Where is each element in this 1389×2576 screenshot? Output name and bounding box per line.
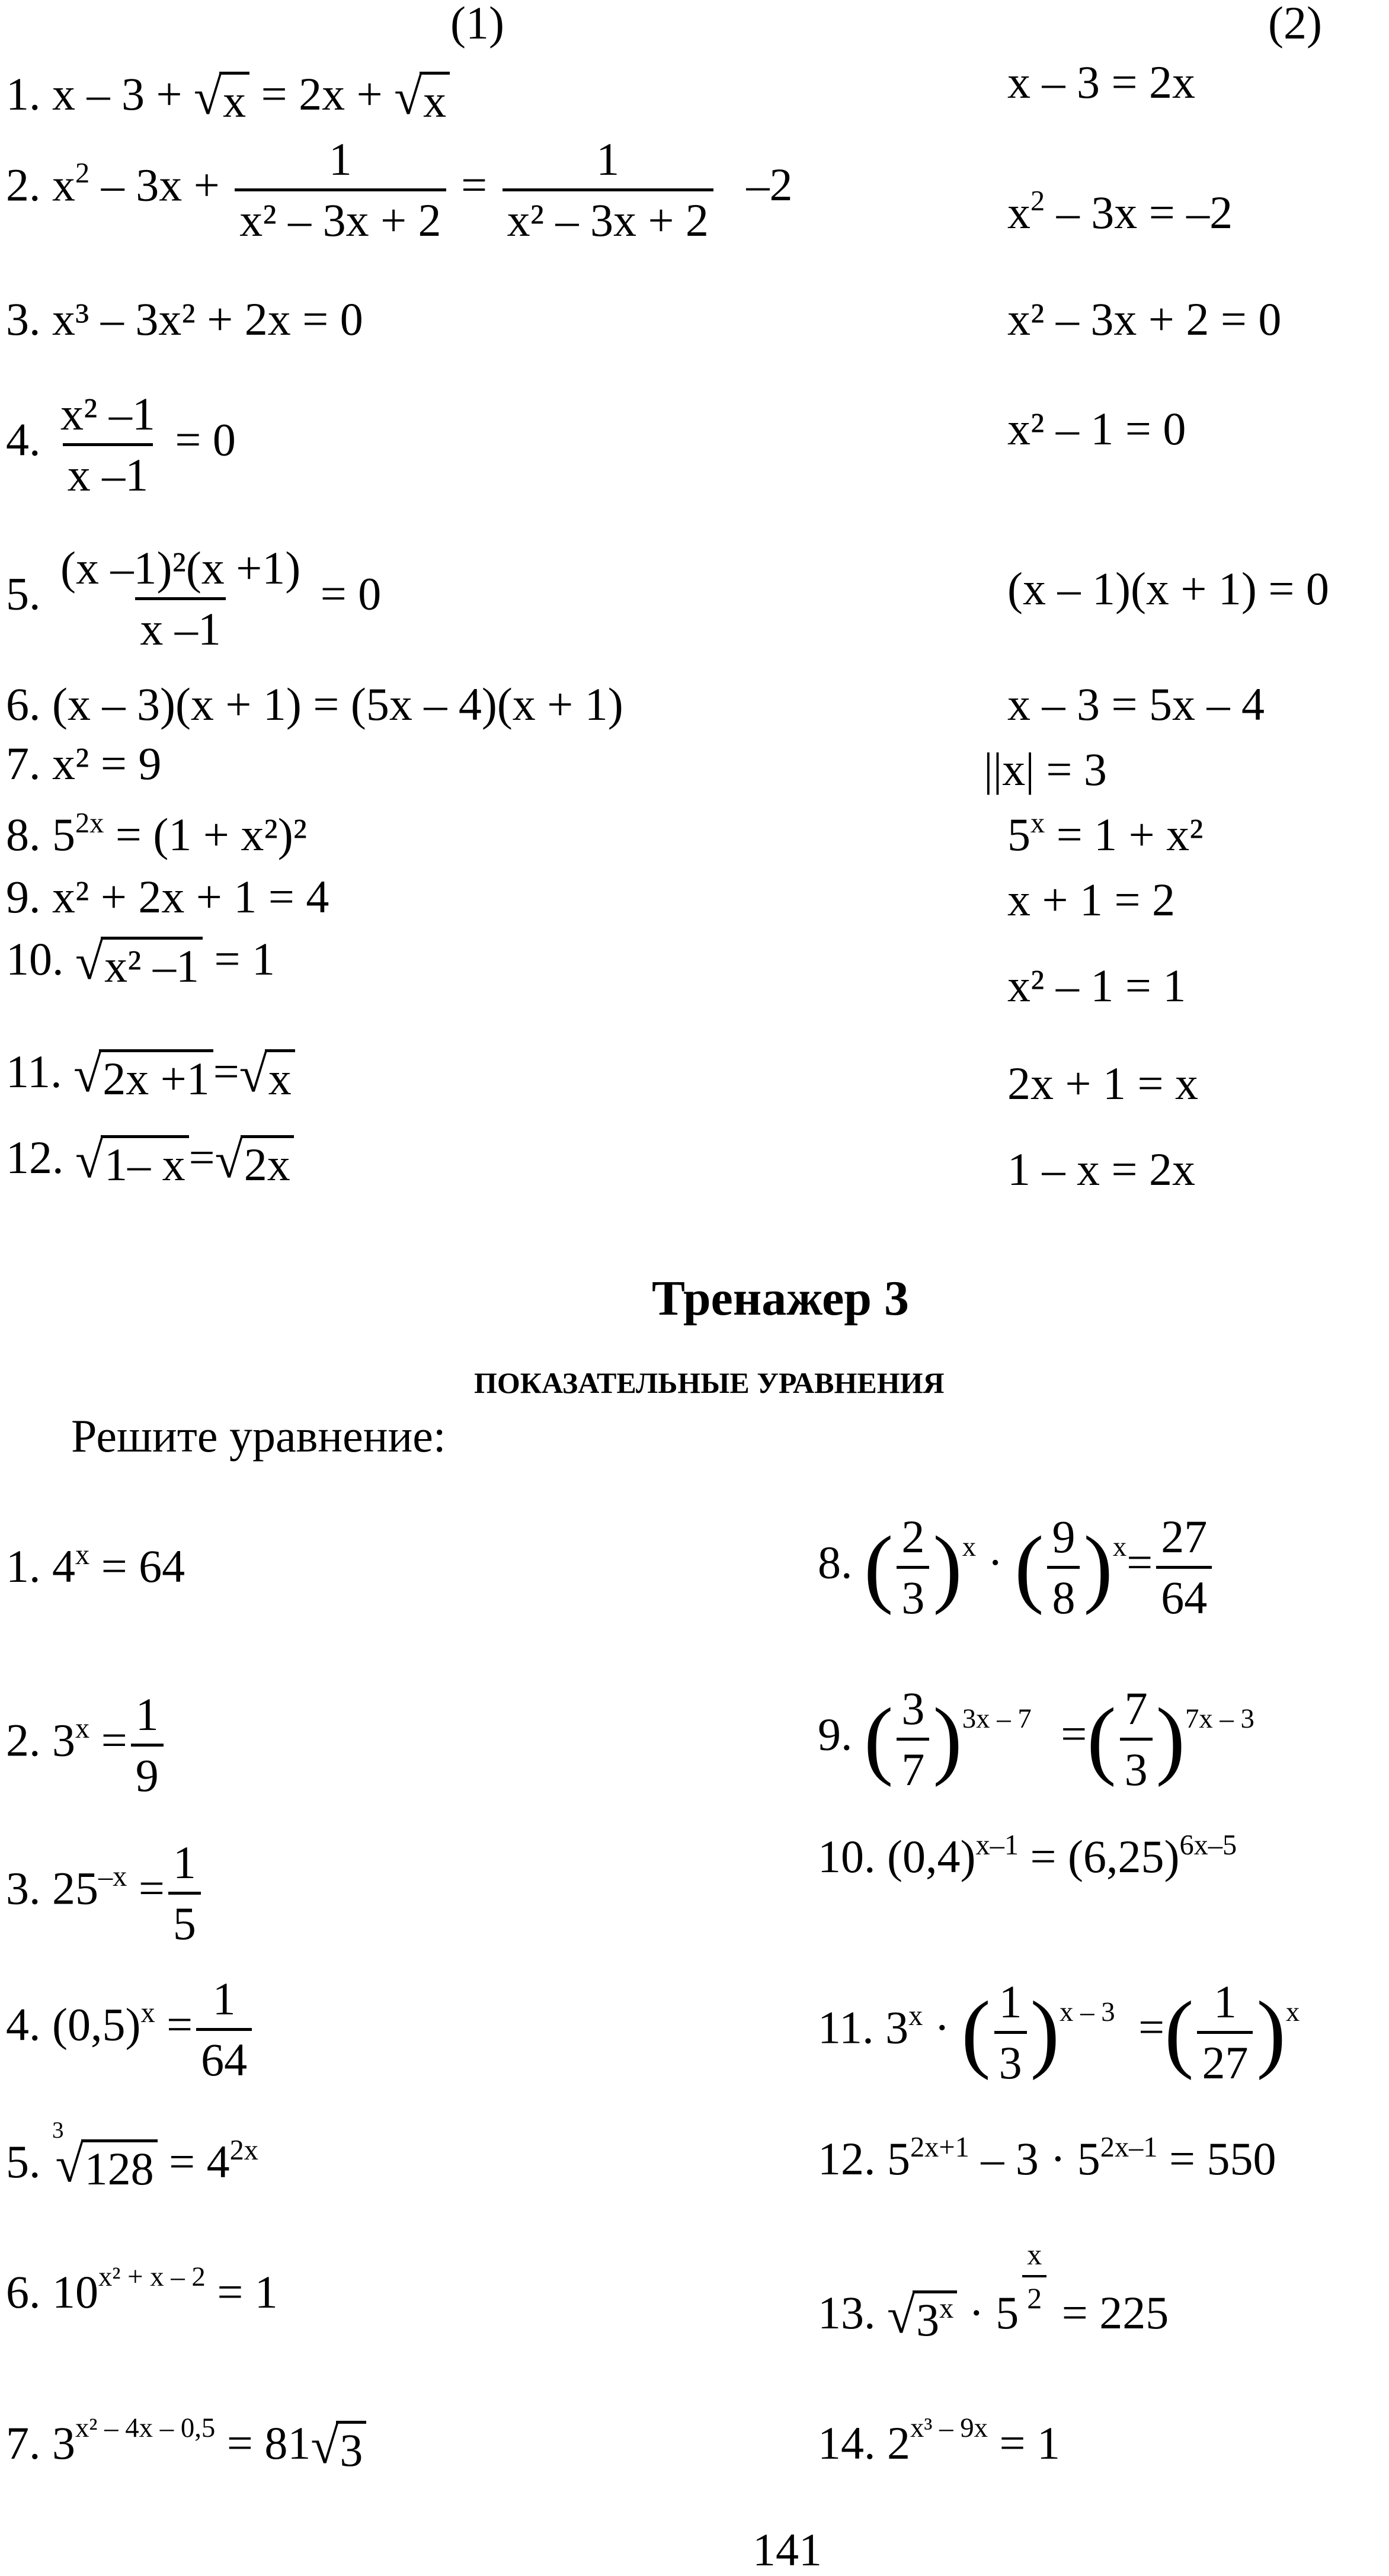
equation-row-2-left xyxy=(6,133,793,246)
equation-row-2-right xyxy=(1007,185,1233,238)
numerator: x² –1 xyxy=(60,388,155,440)
base: 5 xyxy=(887,2133,910,2184)
right-paren: ) xyxy=(1156,1690,1185,1788)
root-index: 3 xyxy=(52,2117,64,2143)
base: 2 xyxy=(887,2417,910,2469)
expr: x – 3 + xyxy=(52,68,183,120)
sqrt: √ 2x +1 xyxy=(73,1049,213,1104)
exponent: x xyxy=(75,1713,90,1745)
radicand: 2x xyxy=(241,1135,294,1190)
row-number: 3. xyxy=(6,293,41,345)
exponent: 2x+1 xyxy=(910,2132,969,2164)
left-paren: ( xyxy=(1014,1518,1044,1616)
expr: – 3 · 5 xyxy=(969,2133,1100,2184)
right-paren: ) xyxy=(1256,1984,1286,2081)
expr: = 2x + xyxy=(261,68,383,120)
numerator: 7 xyxy=(1124,1683,1148,1734)
section-title: Тренажер 3 xyxy=(652,1271,910,1326)
equation-row-11-left xyxy=(6,1046,295,1104)
fraction xyxy=(131,1691,164,1799)
fraction xyxy=(1047,1511,1080,1623)
fraction xyxy=(1156,1511,1212,1623)
numerator: 1 xyxy=(172,1837,196,1888)
page-number: 141 xyxy=(753,2524,822,2575)
row-number: 1. xyxy=(6,68,41,120)
exercise-9 xyxy=(818,1683,1254,1795)
equation-row-3-right: x² – 3x + 2 = 0 xyxy=(1007,293,1282,345)
right-paren: ) xyxy=(1083,1518,1113,1616)
fraction-2 xyxy=(503,133,713,246)
exponent: x – 3 xyxy=(1060,1996,1115,2027)
sqrt: √ x xyxy=(394,72,450,127)
exponent: 2x xyxy=(75,808,104,840)
fraction xyxy=(168,1837,201,1949)
equation-row-5-right: (x – 1)(x + 1) = 0 xyxy=(1007,563,1329,614)
exponent: –x xyxy=(98,1861,127,1893)
row-number: 9. xyxy=(6,871,41,922)
right-paren: ) xyxy=(933,1690,962,1788)
expr: x² = 9 xyxy=(52,738,162,789)
fraction-1 xyxy=(235,133,446,246)
expr: 5 xyxy=(52,809,75,860)
exercise-11 xyxy=(818,1976,1300,2088)
base: (0,4) xyxy=(887,1831,976,1882)
row-number: 6. xyxy=(6,678,41,730)
radicand: x² –1 xyxy=(101,937,203,992)
radicand: 1– x xyxy=(101,1135,189,1190)
equation-row-3-left xyxy=(6,293,363,345)
equation-row-11-right: 2x + 1 = x xyxy=(1007,1058,1198,1109)
equation-row-10-right: x² – 1 = 1 xyxy=(1007,960,1186,1011)
base: 3 xyxy=(916,2293,940,2346)
radicand: 2x +1 xyxy=(99,1049,213,1104)
equals-sign: = xyxy=(1126,1536,1153,1588)
sqrt: √ x xyxy=(239,1049,295,1104)
expr: = 1 xyxy=(214,933,275,985)
dot-operator: · xyxy=(934,2001,950,2053)
equation-row-5-left xyxy=(6,542,382,655)
fraction xyxy=(1120,1683,1153,1795)
exercise-7 xyxy=(6,2412,366,2476)
item-number: 13. xyxy=(818,2286,876,2338)
denominator: 3 xyxy=(994,2031,1027,2086)
left-paren: ( xyxy=(961,1984,991,2081)
numerator: 3 xyxy=(901,1683,925,1734)
exercise-13 xyxy=(818,2238,1169,2354)
row-number: 8. xyxy=(6,809,41,860)
denominator: 2 xyxy=(1022,2275,1046,2313)
exercise-3 xyxy=(6,1837,204,1949)
fraction xyxy=(994,1976,1027,2088)
radicand: x xyxy=(420,72,450,127)
denominator: 3 xyxy=(1120,1738,1153,1793)
row-number: 11. xyxy=(6,1046,62,1097)
left-paren: ( xyxy=(1087,1690,1116,1788)
exercise-4 xyxy=(6,1973,255,2085)
exponent: x xyxy=(939,2292,954,2324)
exponent: x xyxy=(962,1531,977,1562)
equation-row-9-left xyxy=(6,871,329,922)
sqrt: √ 3 xyxy=(311,2421,366,2476)
equation-row-12-right: 1 – x = 2x xyxy=(1007,1143,1195,1195)
equals-sign: = xyxy=(155,1998,193,2050)
denominator: 64 xyxy=(196,2028,252,2083)
equals-sign: = xyxy=(89,1714,127,1766)
exponent: x xyxy=(140,1997,155,2029)
fraction xyxy=(56,542,305,655)
exercise-6 xyxy=(6,2261,278,2318)
numerator: (x –1)²(x +1) xyxy=(60,542,301,594)
denominator: x –1 xyxy=(135,597,226,652)
left-paren: ( xyxy=(1164,1984,1194,2081)
base: 3 xyxy=(885,2001,909,2053)
fraction xyxy=(897,1683,929,1795)
item-number: 8. xyxy=(818,1536,853,1588)
item-number: 1. xyxy=(6,1540,41,1592)
item-number: 12. xyxy=(818,2133,876,2184)
exponent: x xyxy=(75,1539,90,1571)
exercise-1 xyxy=(6,1539,185,1592)
exponent: x xyxy=(1030,808,1045,840)
exercise-5 xyxy=(6,2117,258,2194)
dot-operator: · xyxy=(987,1536,1003,1588)
numerator: 1 xyxy=(135,1689,159,1740)
exponent: x–1 xyxy=(975,1830,1019,1861)
exponent: 2 xyxy=(75,158,90,190)
exponent: x² – 4x – 0,5 xyxy=(75,2412,216,2443)
row-number: 7. xyxy=(6,738,41,789)
row-number: 10. xyxy=(6,933,64,985)
exercise-12 xyxy=(818,2132,1276,2184)
exponent: x² + x – 2 xyxy=(98,2261,206,2292)
expr: – 3x = –2 xyxy=(1045,187,1233,238)
denominator: 8 xyxy=(1047,1566,1080,1621)
exponent: 3x – 7 xyxy=(962,1703,1032,1734)
equation-row-6-right: x – 3 = 5x – 4 xyxy=(1007,678,1265,730)
instruction: Решите уравнение: xyxy=(71,1410,446,1462)
radicand: 128 xyxy=(81,2139,158,2194)
equation-row-4-left xyxy=(6,388,236,501)
fraction xyxy=(897,1511,929,1623)
expr: = 1 xyxy=(988,2417,1061,2469)
numerator: x xyxy=(1027,2238,1042,2271)
exponent: 2x–1 xyxy=(1100,2132,1158,2164)
row-number: 5. xyxy=(6,568,41,620)
denominator: 9 xyxy=(131,1744,164,1799)
fraction xyxy=(56,388,160,501)
exponent: 6x–5 xyxy=(1179,1830,1237,1861)
expr: x xyxy=(52,159,75,211)
base: (0,5) xyxy=(52,1998,141,2050)
denominator: 5 xyxy=(168,1892,201,1947)
expr: = (6,25) xyxy=(1019,1831,1180,1882)
radicand: x xyxy=(265,1049,295,1104)
denominator: x –1 xyxy=(63,443,153,498)
column-header-2: (2) xyxy=(1268,0,1322,49)
equation-row-1-right: x – 3 = 2x xyxy=(1007,56,1195,108)
exercise-14 xyxy=(818,2412,1061,2469)
expr: – 3x + xyxy=(89,159,220,211)
left-paren: ( xyxy=(864,1518,894,1616)
equation-row-12-left xyxy=(6,1132,294,1190)
expr: = 225 xyxy=(1050,2286,1169,2338)
exponent: x³ – 9x xyxy=(910,2412,988,2443)
denominator: 3 xyxy=(897,1566,929,1621)
expr: = 64 xyxy=(89,1540,185,1592)
denominator: x² – 3x + 2 xyxy=(235,188,446,243)
denominator: 7 xyxy=(897,1738,929,1793)
denominator: 27 xyxy=(1197,2031,1253,2086)
equation-row-4-right: x² – 1 = 0 xyxy=(1007,403,1186,454)
item-number: 9. xyxy=(818,1708,853,1760)
sqrt: √ 3$^x$ xyxy=(887,2290,957,2346)
item-number: 5. xyxy=(6,2136,41,2187)
equals-sign: = 81 xyxy=(215,2417,311,2469)
radicand: x xyxy=(219,72,249,127)
equals-sign: = xyxy=(1138,2001,1165,2053)
item-number: 3. xyxy=(6,1862,41,1914)
base: 4 xyxy=(52,1540,75,1592)
base: 3 xyxy=(52,1714,75,1766)
sqrt: √ 2x xyxy=(215,1135,294,1190)
radicand: 3 xyxy=(336,2421,366,2476)
numerator: 1 xyxy=(212,1973,236,2024)
expr: (x – 3)(x + 1) = (5x – 4)(x + 1) xyxy=(52,678,623,730)
exponent: 2x xyxy=(229,2135,258,2167)
equation-row-7-left xyxy=(6,738,162,789)
numerator: 9 xyxy=(1052,1511,1076,1562)
denominator: x² – 3x + 2 xyxy=(503,188,713,243)
expr: · 5 xyxy=(957,2286,1019,2338)
fraction xyxy=(196,1973,252,2085)
numerator: 1 xyxy=(1213,1976,1237,2027)
exponent: x xyxy=(1112,1531,1127,1562)
fraction xyxy=(1197,1976,1253,2088)
equation-row-10-left xyxy=(6,933,275,992)
numerator: 1 xyxy=(998,1976,1022,2027)
left-paren: ( xyxy=(864,1690,894,1788)
base: 3 xyxy=(52,2417,75,2469)
exponent: 2 xyxy=(1030,185,1045,217)
expr: 5 xyxy=(1007,809,1030,860)
base: 10 xyxy=(52,2266,98,2318)
equals-sign: = xyxy=(1061,1708,1087,1760)
equals-sign: = xyxy=(188,1132,215,1183)
exponent: 7x – 3 xyxy=(1185,1703,1254,1734)
row-number: 2. xyxy=(6,159,41,211)
right-paren: ) xyxy=(933,1518,962,1616)
expr: –2 xyxy=(746,159,793,211)
sqrt: √ 1– x xyxy=(75,1135,189,1190)
numerator: 27 xyxy=(1161,1511,1208,1562)
item-number: 2. xyxy=(6,1714,41,1766)
exponent: x xyxy=(908,2000,923,2032)
equation-row-8-right xyxy=(1007,808,1204,860)
numerator: 1 xyxy=(596,133,620,185)
expr: x² + 2x + 1 = 4 xyxy=(52,871,329,922)
expr: = (1 + x²)² xyxy=(104,809,308,860)
item-number: 4. xyxy=(6,1998,41,2050)
equation-row-6-left xyxy=(6,678,623,730)
item-number: 7. xyxy=(6,2417,41,2469)
radicand xyxy=(913,2290,957,2346)
expr: = 4 xyxy=(157,2136,230,2187)
base: 25 xyxy=(52,1862,98,1914)
column-header-1: (1) xyxy=(450,0,504,49)
sqrt: √ x² –1 xyxy=(75,937,203,992)
exercise-10 xyxy=(818,1830,1237,1882)
numerator: 2 xyxy=(901,1511,925,1562)
fraction-exponent xyxy=(1022,2239,1046,2313)
section-subtitle: ПОКАЗАТЕЛЬНЫЕ УРАВНЕНИЯ xyxy=(474,1366,945,1399)
expr: = 1 xyxy=(205,2266,278,2318)
exercise-2 xyxy=(6,1691,167,1799)
exponent: x xyxy=(1285,1996,1300,2027)
right-paren: ) xyxy=(1030,1984,1060,2081)
exercise-8 xyxy=(818,1511,1215,1623)
item-number: 10. xyxy=(818,1831,876,1882)
item-number: 14. xyxy=(818,2417,876,2469)
expr: x xyxy=(1007,187,1030,238)
cube-root: 3 √ 128 xyxy=(52,2139,158,2194)
expr: = 0 xyxy=(320,568,382,620)
expr: x³ – 3x² + 2x = 0 xyxy=(52,293,363,345)
equals-sign: = xyxy=(461,159,488,211)
equals-sign: = xyxy=(213,1046,239,1097)
expr: = 0 xyxy=(175,414,236,466)
expr: = 550 xyxy=(1157,2133,1276,2184)
equation-row-7-right: ||x| = 3 xyxy=(984,744,1107,795)
sqrt: √ x xyxy=(194,72,249,127)
equation-row-9-right: x + 1 = 2 xyxy=(1007,874,1175,925)
equals-sign: = xyxy=(127,1862,165,1914)
expr: = 1 + x² xyxy=(1045,809,1204,860)
row-number: 4. xyxy=(6,414,41,466)
equation-row-1-left xyxy=(6,68,450,127)
denominator: 64 xyxy=(1156,1566,1212,1621)
row-number: 12. xyxy=(6,1132,64,1183)
equation-row-8-left xyxy=(6,808,308,860)
item-number: 6. xyxy=(6,2266,41,2318)
item-number: 11. xyxy=(818,2001,874,2053)
numerator: 1 xyxy=(328,133,352,185)
